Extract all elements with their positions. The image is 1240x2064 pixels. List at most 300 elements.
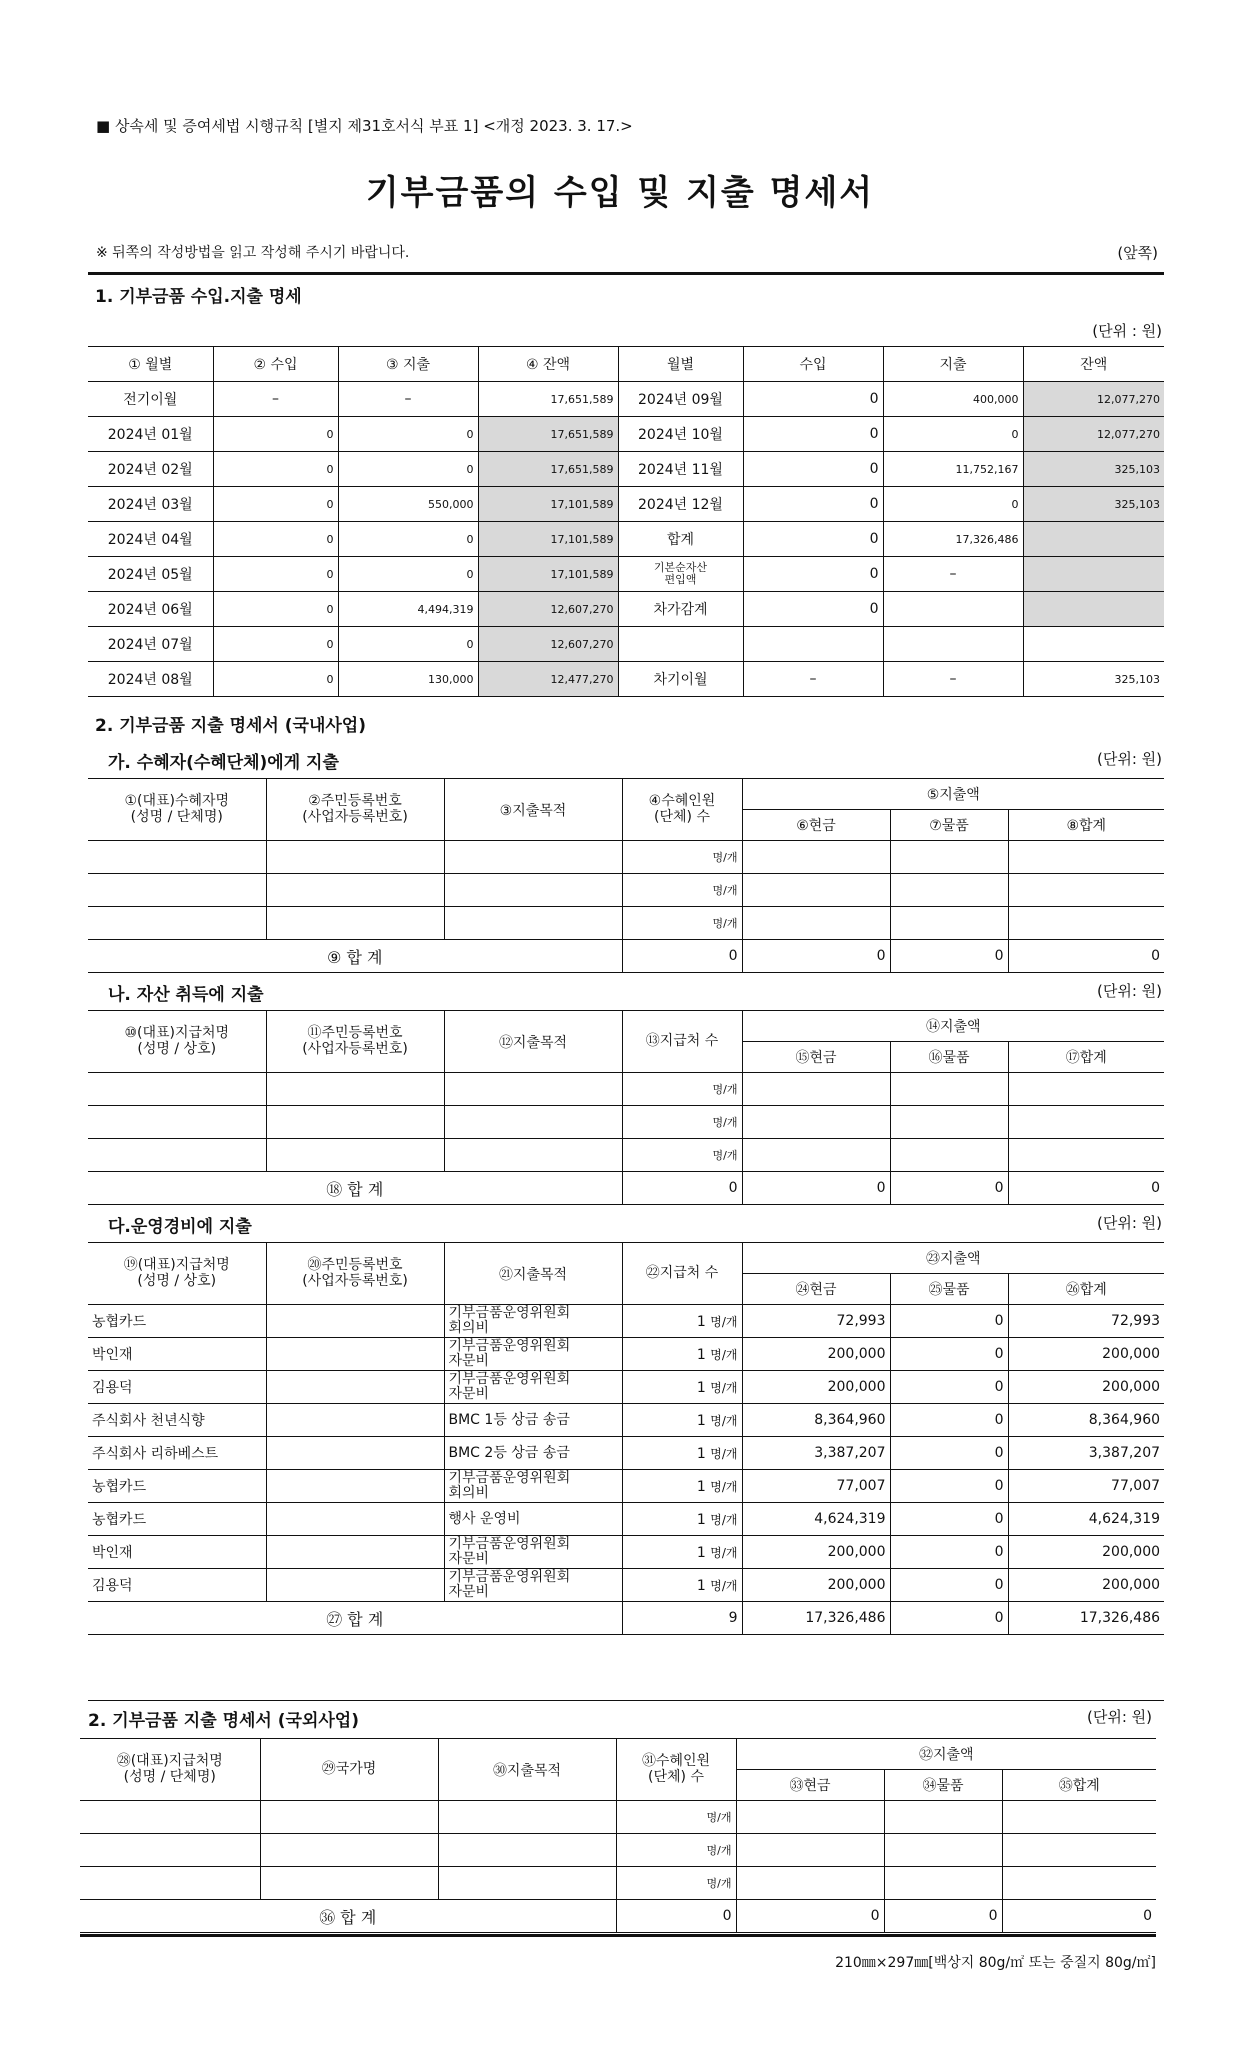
count-unit: 명/개 [710,1545,738,1560]
table-cell: 0 [213,417,338,452]
table-cell: 17,326,486 [883,522,1023,557]
table-cell [883,592,1023,627]
empty-cell [260,1801,438,1834]
payee-count-value: 1 [696,1412,706,1429]
income-expense-table [88,346,1164,697]
beneficiary-table [88,778,1164,973]
column-header: 지출 [883,347,1023,382]
payee-name: 김용덕 [88,1569,266,1602]
table-cell: 2024년 06월 [88,592,213,627]
document-title: 기부금품의 수입 및 지출 명세서 [365,173,875,213]
total-count: 0 [622,940,742,973]
count-unit: 명/개 [622,1106,742,1139]
goods-amount: 0 [890,1338,1008,1371]
expense-purpose: 기부금품운영위원회 자문비 [444,1371,622,1404]
total-cash: 0 [742,1172,890,1205]
table-cell: 12,077,270 [1023,417,1164,452]
empty-cell [444,1139,622,1172]
payee-name: 농협카드 [88,1305,266,1338]
empty-cell [890,1106,1008,1139]
cash-amount: 200,000 [742,1371,890,1404]
payee-count [622,1371,742,1404]
table-cell: 0 [743,522,883,557]
count-unit: 명/개 [710,1380,738,1395]
section1-unit: (단위 : 원) [1092,322,1162,340]
count-unit: 명/개 [616,1801,736,1834]
table-cell: 17,101,589 [478,487,618,522]
header-count: ㉒지급처 수 [622,1243,742,1305]
header-count: ㉛수혜인원 (단체) 수 [616,1739,736,1801]
empty-cell [736,1801,884,1834]
table-cell: 0 [338,627,478,662]
bottom-rule [80,1934,1156,1937]
table-cell: – [743,662,883,697]
empty-cell [266,841,444,874]
front-side-label: (앞쪽) [1117,244,1158,262]
column-header: ② 수입 [213,347,338,382]
header-cash: ⑮현금 [742,1042,890,1073]
table-cell: 0 [338,557,478,592]
table-cell: 2024년 03월 [88,487,213,522]
table-cell: 2024년 09월 [618,382,743,417]
expense-purpose: BMC 1등 상금 송금 [444,1404,622,1437]
expense-purpose: 행사 운영비 [444,1503,622,1536]
column-header: ③ 지출 [338,347,478,382]
table-cell: 0 [743,417,883,452]
table-cell: 550,000 [338,487,478,522]
table-cell: 12,477,270 [478,662,618,697]
goods-amount: 0 [890,1305,1008,1338]
table-cell: 0 [338,417,478,452]
cash-amount: 200,000 [742,1569,890,1602]
empty-cell [80,1867,260,1900]
empty-cell [444,1073,622,1106]
table-cell: 0 [213,627,338,662]
table-cell: 17,651,589 [478,382,618,417]
empty-cell [266,1073,444,1106]
expense-purpose: 기부금품운영위원회 자문비 [444,1338,622,1371]
total-goods: 0 [890,1172,1008,1205]
payee-name: 박인재 [88,1338,266,1371]
goods-amount: 0 [890,1536,1008,1569]
table-cell: 전기이월 [88,382,213,417]
table-cell [883,627,1023,662]
total-count: 9 [622,1602,742,1635]
payee-count [622,1305,742,1338]
total-cash: 0 [736,1900,884,1933]
empty-cell [884,1867,1002,1900]
total-label: ㊱ 합 계 [80,1900,616,1933]
empty-cell [266,1139,444,1172]
empty-cell [890,874,1008,907]
goods-amount: 0 [890,1569,1008,1602]
empty-cell [88,841,266,874]
header-registration-no: ⑪주민등록번호 (사업자등록번호) [266,1011,444,1073]
section3-top-rule [88,1700,1164,1701]
table-cell: 0 [213,452,338,487]
header-registration-no: ②주민등록번호 (사업자등록번호) [266,779,444,841]
sum-amount: 200,000 [1008,1536,1164,1569]
table-cell: 0 [743,557,883,592]
table-cell: 2024년 01월 [88,417,213,452]
column-header: 잔액 [1023,347,1164,382]
table-cell: 0 [338,522,478,557]
table-cell: 0 [883,417,1023,452]
column-header: ① 월별 [88,347,213,382]
empty-cell [1008,907,1164,940]
goods-amount: 0 [890,1437,1008,1470]
payee-count [622,1437,742,1470]
registration-no [266,1305,444,1338]
header-count: ⑬지급처 수 [622,1011,742,1073]
section2-title: 2. 기부금품 지출 명세서 (국내사업) [95,716,366,736]
table-cell: 17,651,589 [478,452,618,487]
empty-cell [1008,874,1164,907]
table-cell: 12,607,270 [478,592,618,627]
total-count: 0 [622,1172,742,1205]
table-cell: 4,494,319 [338,592,478,627]
empty-cell [260,1867,438,1900]
empty-cell [1002,1834,1156,1867]
table-cell: 2024년 07월 [88,627,213,662]
empty-cell [88,874,266,907]
cash-amount: 3,387,207 [742,1437,890,1470]
header-purpose: ㉑지출목적 [444,1243,622,1305]
count-unit: 명/개 [622,841,742,874]
payee-name: 주식회사 천년식향 [88,1404,266,1437]
overseas-expense-table [80,1738,1156,1933]
section3-unit: (단위: 원) [1087,1708,1152,1726]
table-cell: 0 [743,592,883,627]
total-goods: 0 [890,1602,1008,1635]
registration-no [266,1470,444,1503]
payee-count-value: 1 [696,1346,706,1363]
count-unit: 명/개 [622,874,742,907]
sum-amount: 4,624,319 [1008,1503,1164,1536]
sum-amount: 77,007 [1008,1470,1164,1503]
registration-no [266,1569,444,1602]
header-amount: ⑭지출액 [742,1011,1164,1042]
empty-cell [890,1073,1008,1106]
empty-cell [444,907,622,940]
payee-count [622,1338,742,1371]
column-header: 수입 [743,347,883,382]
total-sum: 0 [1002,1900,1156,1933]
empty-cell [266,1106,444,1139]
empty-cell [1008,841,1164,874]
goods-amount: 0 [890,1470,1008,1503]
table-cell: 2024년 05월 [88,557,213,592]
payee-name: 주식회사 리하베스트 [88,1437,266,1470]
empty-cell [88,1106,266,1139]
table-cell: 0 [883,487,1023,522]
sum-amount: 200,000 [1008,1371,1164,1404]
header-amount: ⑤지출액 [742,779,1164,810]
table-cell: 2024년 08월 [88,662,213,697]
expense-purpose: 기부금품운영위원회 회의비 [444,1470,622,1503]
empty-cell [742,874,890,907]
empty-cell [736,1834,884,1867]
registration-no [266,1338,444,1371]
payee-count [622,1569,742,1602]
header-amount: ㉓지출액 [742,1243,1164,1274]
form-reference-note: ■ 상속세 및 증여세법 시행규칙 [별지 제31호서식 부표 1] <개정 2023. 3. 17.> [96,117,633,135]
table-cell: 차기이월 [618,662,743,697]
header-purpose: ③지출목적 [444,779,622,841]
sum-amount: 8,364,960 [1008,1404,1164,1437]
table-cell: 0 [213,487,338,522]
payee-count [622,1503,742,1536]
section2b-unit: (단위: 원) [1097,982,1162,1000]
count-unit: 명/개 [710,1347,738,1362]
empty-cell [444,841,622,874]
table-cell: 2024년 11월 [618,452,743,487]
total-count: 0 [616,1900,736,1933]
table-cell [1023,627,1164,662]
empty-cell [742,1139,890,1172]
header-cash: ㉝현금 [736,1770,884,1801]
empty-cell [88,907,266,940]
total-cash: 0 [742,940,890,973]
header-cash: ⑥현금 [742,810,890,841]
header-cash: ㉔현금 [742,1274,890,1305]
count-unit: 명/개 [710,1578,738,1593]
total-cash: 17,326,486 [742,1602,890,1635]
empty-cell [80,1834,260,1867]
registration-no [266,1536,444,1569]
count-unit: 명/개 [710,1479,738,1494]
table-cell: 0 [213,557,338,592]
payee-count-value: 1 [696,1445,706,1462]
sum-amount: 3,387,207 [1008,1437,1164,1470]
total-sum: 0 [1008,940,1164,973]
empty-cell [890,841,1008,874]
payee-count-value: 1 [696,1511,706,1528]
table-cell: 기본순자산 편입액 [618,557,743,592]
empty-cell [742,1106,890,1139]
table-cell: 17,101,589 [478,522,618,557]
empty-cell [890,907,1008,940]
payee-count-value: 1 [696,1478,706,1495]
section2c-unit: (단위: 원) [1097,1214,1162,1232]
payee-name: 김용덕 [88,1371,266,1404]
table-cell [618,627,743,662]
payee-name: 농협카드 [88,1503,266,1536]
empty-cell [742,1073,890,1106]
table-cell: 0 [213,662,338,697]
empty-cell [1008,1073,1164,1106]
empty-cell [88,1139,266,1172]
expense-purpose: 기부금품운영위원회 회의비 [444,1305,622,1338]
payee-count-value: 1 [696,1544,706,1561]
total-goods: 0 [890,940,1008,973]
total-sum: 0 [1008,1172,1164,1205]
total-label: ⑨ 합 계 [88,940,622,973]
paper-spec-note: 210㎜×297㎜[백상지 80g/㎡ 또는 중질지 80g/㎡] [835,1955,1156,1971]
table-cell [1023,522,1164,557]
goods-amount: 0 [890,1404,1008,1437]
table-cell: 12,077,270 [1023,382,1164,417]
table-cell: 325,103 [1023,662,1164,697]
empty-cell [1008,1139,1164,1172]
empty-cell [438,1801,616,1834]
table-cell: 0 [338,452,478,487]
table-cell: 325,103 [1023,487,1164,522]
total-label: ⑱ 합 계 [88,1172,622,1205]
count-unit: 명/개 [710,1314,738,1329]
cash-amount: 4,624,319 [742,1503,890,1536]
table-cell: 2024년 04월 [88,522,213,557]
registration-no [266,1437,444,1470]
expense-purpose: 기부금품운영위원회 자문비 [444,1569,622,1602]
payee-name: 농협카드 [88,1470,266,1503]
empty-cell [444,874,622,907]
table-cell: 0 [743,452,883,487]
cash-amount: 72,993 [742,1305,890,1338]
table-cell: 2024년 12월 [618,487,743,522]
count-unit: 명/개 [710,1446,738,1461]
column-header: ④ 잔액 [478,347,618,382]
registration-no [266,1404,444,1437]
header-total: ㉟합계 [1002,1770,1156,1801]
empty-cell [1008,1106,1164,1139]
table-cell: 합계 [618,522,743,557]
header-recipient: ⑲(대표)지급처명 (성명 / 상호) [88,1243,266,1305]
empty-cell [1002,1801,1156,1834]
header-total: ⑰합계 [1008,1042,1164,1073]
section2c-title: 다.운영경비에 지출 [108,1217,252,1237]
empty-cell [1002,1867,1156,1900]
table-cell: 2024년 10월 [618,417,743,452]
section2a-title: 가. 수혜자(수혜단체)에게 지출 [108,753,339,773]
header-goods: ㉕물품 [890,1274,1008,1305]
registration-no [266,1503,444,1536]
empty-cell [736,1867,884,1900]
header-purpose: ㉚지출목적 [438,1739,616,1801]
count-unit: 명/개 [710,1413,738,1428]
empty-cell [742,841,890,874]
header-total: ㉖합계 [1008,1274,1164,1305]
empty-cell [260,1834,438,1867]
header-registration-no: ㉙국가명 [260,1739,438,1801]
payee-count [622,1404,742,1437]
cash-amount: 77,007 [742,1470,890,1503]
section3-title: 2. 기부금품 지출 명세서 (국외사업) [88,1711,359,1731]
registration-no [266,1371,444,1404]
count-unit: 명/개 [622,907,742,940]
header-recipient: ⑩(대표)지급처명 (성명 / 상호) [88,1011,266,1073]
table-cell: – [883,557,1023,592]
empty-cell [890,1139,1008,1172]
column-header: 월별 [618,347,743,382]
header-count: ④수혜인원 (단체) 수 [622,779,742,841]
table-cell: 130,000 [338,662,478,697]
payee-name: 박인재 [88,1536,266,1569]
expense-purpose: BMC 2등 상금 송금 [444,1437,622,1470]
header-amount: ㉜지출액 [736,1739,1156,1770]
top-rule [88,272,1164,275]
payee-count-value: 1 [696,1379,706,1396]
table-cell: 12,607,270 [478,627,618,662]
count-unit: 명/개 [622,1139,742,1172]
table-cell [1023,557,1164,592]
sum-amount: 72,993 [1008,1305,1164,1338]
header-goods: ⑯물품 [890,1042,1008,1073]
header-registration-no: ⑳주민등록번호 (사업자등록번호) [266,1243,444,1305]
empty-cell [438,1834,616,1867]
header-recipient: ㉘(대표)지급처명 (성명 / 단체명) [80,1739,260,1801]
section2a-unit: (단위: 원) [1097,750,1162,768]
cash-amount: 8,364,960 [742,1404,890,1437]
header-purpose: ⑫지출목적 [444,1011,622,1073]
empty-cell [444,1106,622,1139]
empty-cell [884,1801,1002,1834]
cash-amount: 200,000 [742,1536,890,1569]
empty-cell [266,907,444,940]
count-unit: 명/개 [710,1512,738,1527]
header-recipient: ①(대표)수혜자명 (성명 / 단체명) [88,779,266,841]
payee-count-value: 1 [696,1313,706,1330]
table-cell: 차가감계 [618,592,743,627]
header-total: ⑧합계 [1008,810,1164,841]
expense-purpose: 기부금품운영위원회 자문비 [444,1536,622,1569]
section2b-title: 나. 자산 취득에 지출 [108,985,264,1005]
cash-amount: 200,000 [742,1338,890,1371]
payee-count [622,1536,742,1569]
goods-amount: 0 [890,1503,1008,1536]
payee-count [622,1470,742,1503]
count-unit: 명/개 [616,1834,736,1867]
empty-cell [438,1867,616,1900]
section1-title: 1. 기부금품 수입.지출 명세 [95,287,302,307]
table-cell: 0 [213,522,338,557]
table-cell: 400,000 [883,382,1023,417]
operating-expense-table [88,1242,1164,1635]
empty-cell [884,1834,1002,1867]
total-label: ㉗ 합 계 [88,1602,622,1635]
sum-amount: 200,000 [1008,1569,1164,1602]
guide-note: ※ 뒤쪽의 작성방법을 읽고 작성해 주시기 바랍니다. [96,245,410,261]
table-cell: – [338,382,478,417]
total-goods: 0 [884,1900,1002,1933]
table-cell: 17,651,589 [478,417,618,452]
empty-cell [88,1073,266,1106]
table-cell: 0 [743,382,883,417]
table-cell: 11,752,167 [883,452,1023,487]
table-cell: – [883,662,1023,697]
table-cell: 325,103 [1023,452,1164,487]
goods-amount: 0 [890,1371,1008,1404]
header-goods: ⑦물품 [890,810,1008,841]
table-cell [1023,592,1164,627]
table-cell: 2024년 02월 [88,452,213,487]
header-goods: ㉞물품 [884,1770,1002,1801]
payee-count-value: 1 [696,1577,706,1594]
asset-acquisition-table [88,1010,1164,1205]
table-cell: – [213,382,338,417]
empty-cell [266,874,444,907]
count-unit: 명/개 [616,1867,736,1900]
table-cell: 0 [743,487,883,522]
sum-amount: 200,000 [1008,1338,1164,1371]
table-cell: 0 [213,592,338,627]
total-sum: 17,326,486 [1008,1602,1164,1635]
table-cell: 17,101,589 [478,557,618,592]
empty-cell [742,907,890,940]
empty-cell [80,1801,260,1834]
table-cell [743,627,883,662]
count-unit: 명/개 [622,1073,742,1106]
